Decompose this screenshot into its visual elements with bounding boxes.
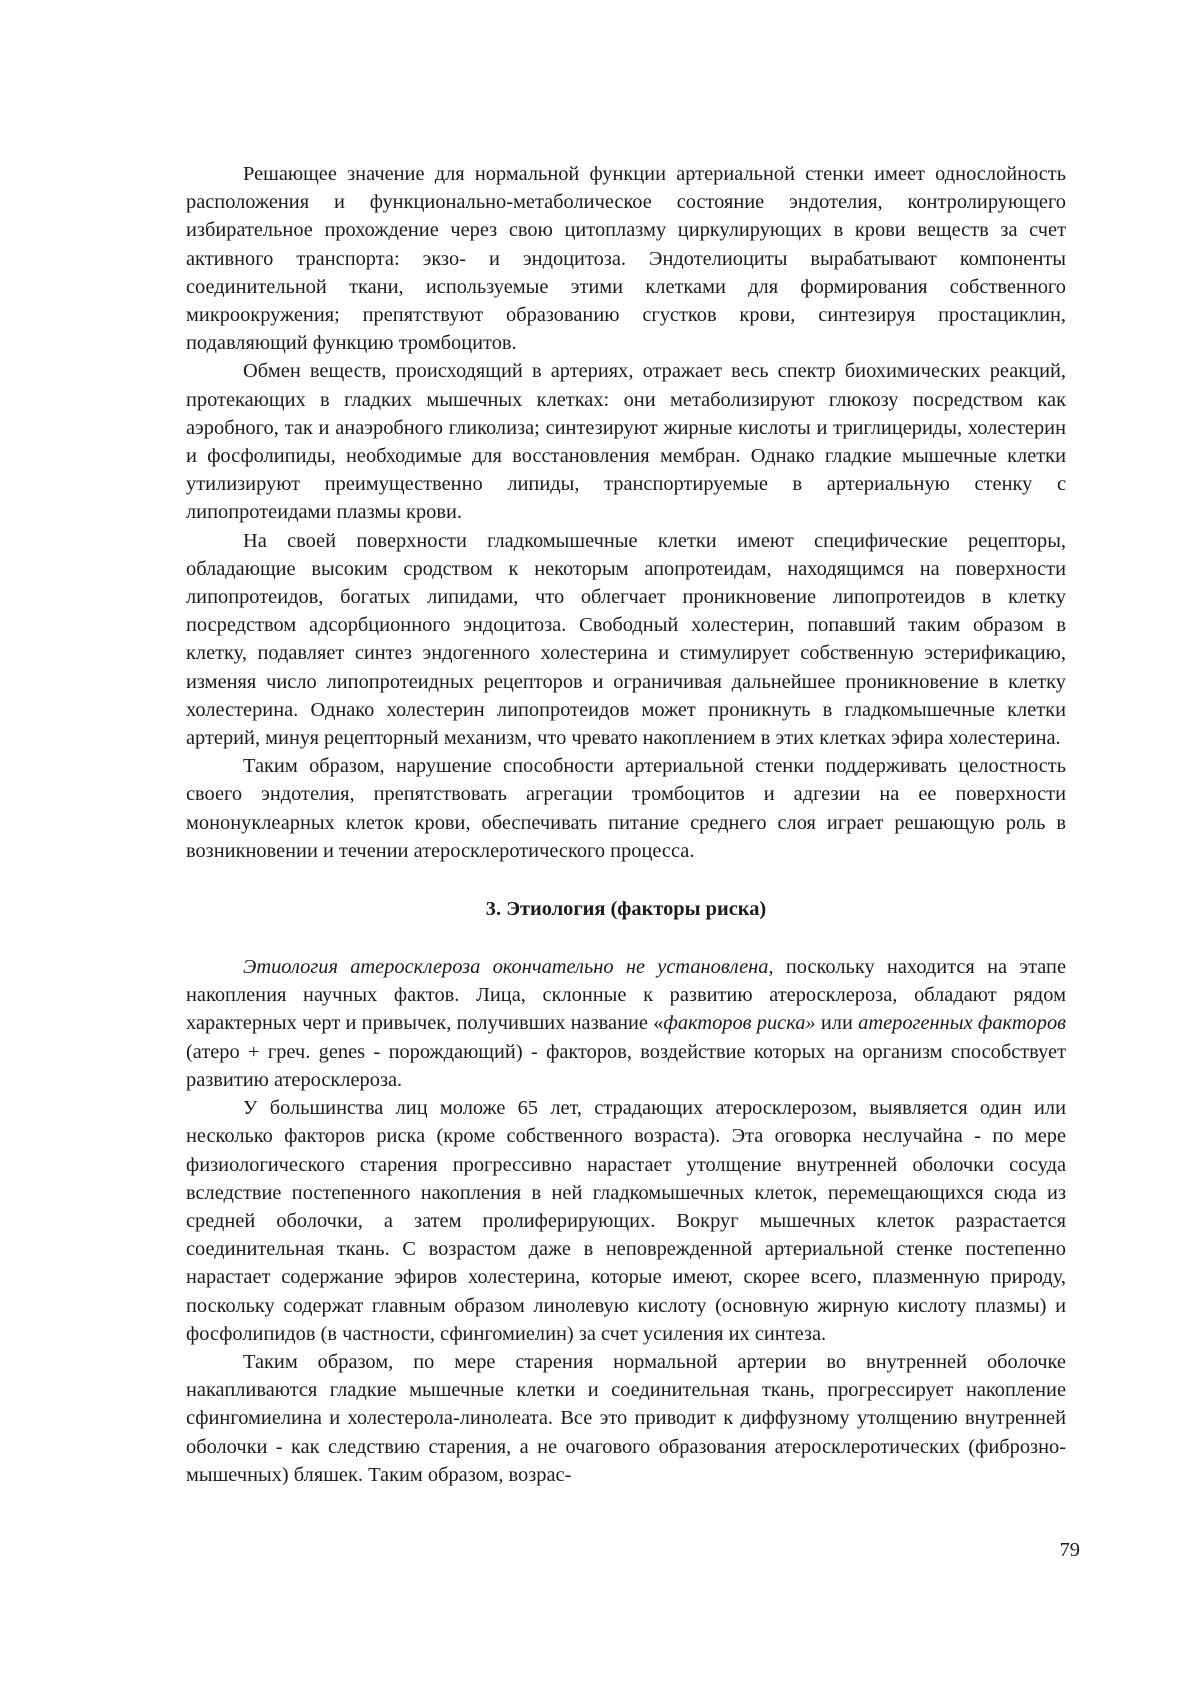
text-segment: (атеро + греч. genes - порождающий) - факторов, воздействие которых на организм способствует развитию атеросклероза. bbox=[186, 1040, 1066, 1091]
italic-lead: Этиология атеросклероза окончательно не установлена, bbox=[243, 956, 774, 979]
paragraph-aging-artery: Таким образом, по мере старения нормальной артерии во внутренней оболочке накапливаются гладкие мышечные клетки и соединительная ткань, прогрессирует накопление сфингомиелина и холестерола-линолеата. Все это приводит к диффузному утолщению внутренней оболочки - как следствию старения, а не очагового образования атеросклеротических (фиброзно-мышечных) бляшек. Таким образом, возрас- bbox=[186, 1350, 1066, 1486]
paragraph-risk-factors bbox=[186, 953, 1066, 1094]
page-number: 79 bbox=[1059, 1539, 1080, 1561]
italic-term-risk-factors: факторов риска» bbox=[663, 1012, 816, 1035]
paragraph-receptors: На своей поверхности гладкомышечные клетки имеют специфические рецепторы, обладающие высоким сродством к некоторым апопротеидам, находящимся на поверхности липопротеидов, богатых липидами, что облегчает проникновение липопротеидов в клетку посредством адсорбционного эндоцитоза. Свободный холестерин, попавший таким образом в клетку, подавляет синтез эндогенного холестерина и стимулирует собственную эстерификацию, изменяя число липопротеидных рецепторов и ограничивая дальнейшее проникновение в клетку холестерина. Однако холестерин липопротеидов может проникнуть в гладкомышечные клетки артерий, минуя рецепторный механизм, что чревато накоплением в этих клетках эфира холестерина. bbox=[186, 529, 1066, 750]
paragraph-endothelium: Решающее значение для нормальной функции артериальной стенки имеет однослойность расположения и функционально-метаболическое состояние эндотелия, контролирующего избирательное прохождение через свою цитоплазму циркулирующих в крови веществ за счет активного транспорта: экзо- и эндоцитоза. Эндотелиоциты вырабатывают компоненты соединительной ткани, используемые этими клетками для формирования собственного микроокружения; препятствуют образованию сгустков крови, синтезируя простациклин, подавляющий функцию тромбоцитов. bbox=[186, 163, 1066, 355]
paragraph-metabolism: Обмен веществ, происходящий в артериях, отражает весь спектр биохимических реакций, протекающих в гладких мышечных клетках: они метаболизируют глюкозу посредством как аэробного, так и анаэробного гликолиза; синтезируют жирные кислоты и триглицериды, холестерин и фосфолипиды, необходимые для восстановления мембран. Однако гладкие мышечные клетки утилизируют преимущественно липиды, транспортируемые в артериальную стенку с липопротеидами плазмы крови. bbox=[186, 360, 1066, 524]
paragraph-age: У большинства лиц моложе 65 лет, страдающих атеросклерозом, выявляется один или несколько факторов риска (кроме собственного возраста). Эта оговорка неслучайна - по мере физиологического старения прогрессивно нарастает утолщение внутренней оболочки сосуда вследствие постепенного накопления в ней гладкомышечных клеток, перемещающихся сюда из средней оболочки, а затем пролиферирующих. Вокруг мышечных клеток разрастается соединительная ткань. С возрастом даже в неповрежденной артериальной стенке постепенно нарастает содержание эфиров холестерина, которые имеют, скорее всего, плазменную природу, поскольку содержат главным образом линолевую кислоту (основную жирную кислоту плазмы) и фосфолипидов (в частности, сфингомиелин) за счет усиления их синтеза. bbox=[186, 1097, 1066, 1345]
text-segment: или bbox=[815, 1012, 859, 1035]
section-heading-etiology: 3. Этиология (факторы риска) bbox=[485, 898, 767, 921]
page-body bbox=[186, 160, 1066, 1489]
text-segment: поскольку находится на этапе накопления научных фактов. Лица, склонные к развитию атеросклероза, обладают рядом характерных черт и привычек, получивших название « bbox=[186, 956, 1067, 1035]
paragraph-conclusion: Таким образом, нарушение способности артериальной стенки поддерживать целостность своего эндотелия, препятствовать агрегации тромбоцитов и адгезии на ее поверхности мононуклеарных клеток крови, обеспечивать питание среднего слоя играет решающую роль в возникновении и течении атеросклеротического процесса. bbox=[186, 755, 1066, 862]
italic-term-atherogenic-factors: атерогенных факторов bbox=[858, 1012, 1066, 1035]
